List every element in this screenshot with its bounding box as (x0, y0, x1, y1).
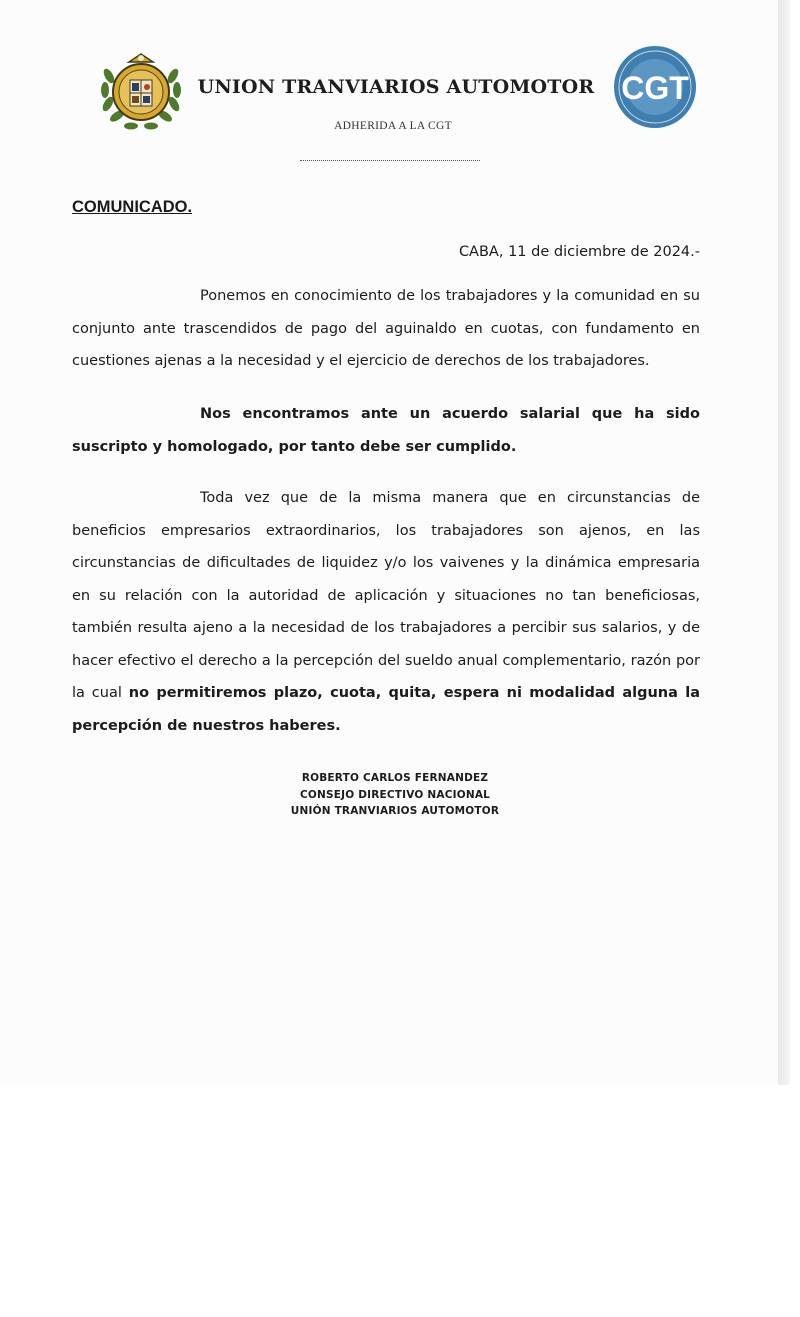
paragraph-intro: Ponemos en conocimiento de los trabajadores y la comunidad en su conjunto ante trascendidos de pago del aguinaldo en cuotas, con fundamento en cuestiones ajenas a la necesidad y el ejercicio de derechos de los trabajadores. (72, 288, 700, 369)
document-date: CABA, 11 de diciembre de 2024.- (458, 244, 700, 260)
cgt-logo (612, 44, 698, 130)
dotted-divider (300, 160, 480, 161)
paragraph-position-emphasis: no permitiremos plazo, cuota, quita, espera ni modalidad alguna la percepción de nuestros haberes. (72, 685, 700, 734)
document-heading: COMUNICADO. (72, 198, 193, 216)
cgt-logo-text: CGT (621, 70, 689, 106)
affiliation-line: ADHERIDA A LA CGT (334, 120, 452, 132)
page-edge-shadow (778, 0, 790, 1085)
uta-emblem-icon (97, 46, 185, 134)
signatory-position: CONSEJO DIRECTIVO NACIONAL (299, 788, 491, 801)
paragraph-position-text: Toda vez que de la misma manera que en circunstancias de beneficios empresarios extraordinarios, los trabajadores son ajenos, en las circunstancias de dificultades de liquidez y/o los vaivenes y la dinámica empresaria en su relación con la autoridad de aplicación y situaciones no tan beneficiosas, también resulta ajeno a la necesidad de los trabajadores a percibir sus salarios, y de hacer efectivo el derecho a la percepción del sueldo anual complementario, razón por la cual (72, 490, 700, 701)
signatory-name: ROBERTO CARLOS FERNANDEZ (301, 772, 489, 784)
paragraph-salary-agreement: Nos encontramos ante un acuerdo salarial que ha sido suscripto y homologado, por tanto debe ser cumplido. (72, 406, 700, 455)
organization-name: UNION TRANVIARIOS AUTOMOTOR (197, 76, 595, 98)
paragraph-position (72, 482, 700, 742)
signatory-organization: UNIÓN TRANVIARIOS AUTOMOTOR (290, 805, 500, 817)
signature-block (220, 770, 570, 820)
